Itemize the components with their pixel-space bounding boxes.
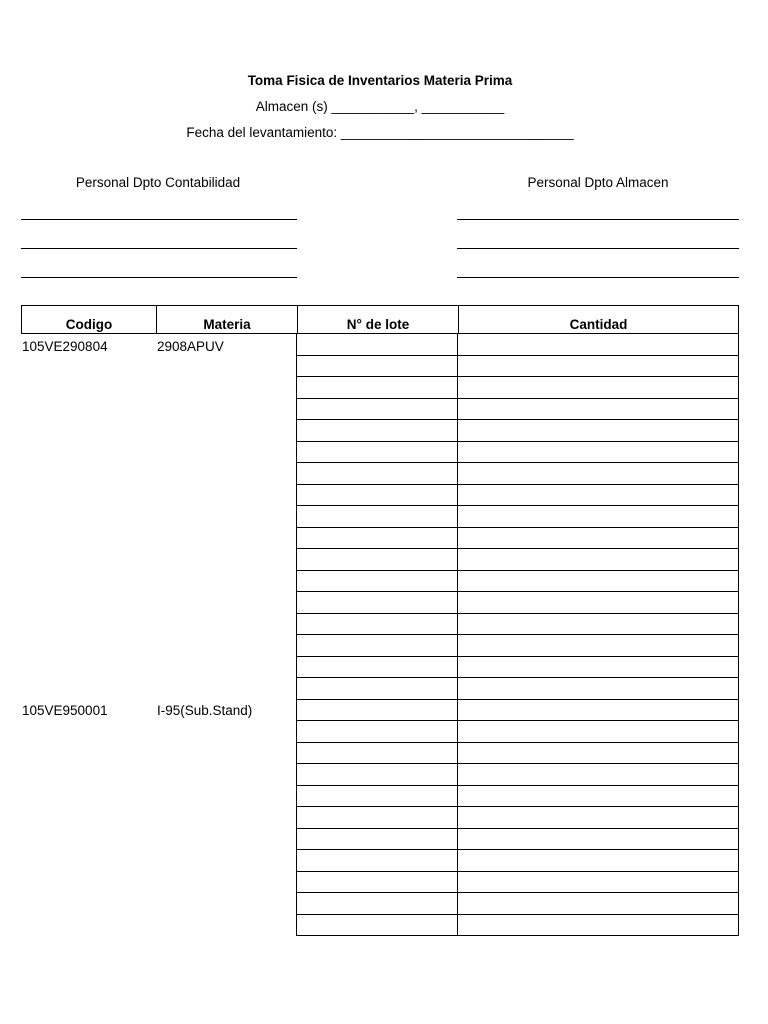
- signature-line-almacen-2: [457, 248, 739, 249]
- table-header: [21, 305, 739, 334]
- lote-cell: [297, 786, 458, 807]
- lote-cell: [297, 743, 458, 764]
- fecha-field-line: Fecha del levantamiento: _______________________________: [186, 125, 574, 140]
- signature-line-almacen-3: [457, 277, 739, 278]
- lote-cell: [297, 528, 458, 549]
- personal-contabilidad-label: Personal Dpto Contabilidad: [75, 175, 241, 190]
- lote-cell: [297, 485, 458, 506]
- table-row: [296, 700, 739, 722]
- lote-cell: [297, 764, 458, 785]
- lote-cell: [297, 571, 458, 592]
- table-row: [296, 678, 739, 700]
- lote-cell: [297, 807, 458, 828]
- lote-cell: [297, 700, 458, 721]
- lote-cell: [297, 893, 458, 914]
- lote-cell: [297, 829, 458, 850]
- signature-line-almacen-1: [457, 219, 739, 220]
- item-codigo: 105VE290804: [22, 339, 108, 354]
- almacen-field-line: Almacen (s) ___________, ___________: [255, 99, 505, 114]
- table-row: [296, 528, 739, 550]
- table-row: [296, 743, 739, 765]
- table-row: [296, 485, 739, 507]
- table-row: [296, 442, 739, 464]
- lote-cell: [297, 850, 458, 871]
- table-row: [296, 506, 739, 528]
- lote-cell: [297, 506, 458, 527]
- table-row: [296, 549, 739, 571]
- column-header-materia: Materia: [157, 306, 298, 334]
- table-row: [296, 420, 739, 442]
- table-row: [296, 571, 739, 593]
- table-row: [296, 614, 739, 636]
- lote-cell: [297, 872, 458, 893]
- signature-line-contabilidad-3: [21, 277, 297, 278]
- table-row: [296, 786, 739, 808]
- personal-almacen-label: Personal Dpto Almacen: [527, 175, 669, 190]
- lote-cell: [297, 420, 458, 441]
- lote-cell: [297, 399, 458, 420]
- lote-cell: [297, 356, 458, 377]
- table-row: [296, 334, 739, 356]
- column-header-cantidad: Cantidad: [569, 317, 628, 332]
- column-header-lote: N° de lote: [298, 306, 459, 334]
- lote-cantidad-grid: [296, 334, 739, 936]
- lote-cell: [297, 915, 458, 936]
- lote-cell: [297, 635, 458, 656]
- item-materia: 2908APUV: [157, 339, 224, 354]
- table-row: [296, 829, 739, 851]
- table-row: [296, 399, 739, 421]
- table-row: [296, 915, 739, 937]
- table-row: [296, 592, 739, 614]
- table-row: [296, 377, 739, 399]
- table-row: [296, 807, 739, 829]
- lote-cell: [297, 334, 458, 355]
- lote-cell: [297, 463, 458, 484]
- table-row: [296, 893, 739, 915]
- lote-cell: [297, 377, 458, 398]
- lote-cell: [297, 442, 458, 463]
- table-row: [296, 850, 739, 872]
- table-row: [296, 764, 739, 786]
- lote-cell: [297, 657, 458, 678]
- table-row: [296, 721, 739, 743]
- table-row: [296, 635, 739, 657]
- table-row: [296, 872, 739, 894]
- lote-cell: [297, 678, 458, 699]
- lote-cell: [297, 549, 458, 570]
- lote-cell: [297, 592, 458, 613]
- column-header-codigo: Codigo: [22, 306, 157, 334]
- lote-cell: [297, 614, 458, 635]
- lote-cell: [297, 721, 458, 742]
- table-row: [296, 463, 739, 485]
- document-title: Toma Fisica de Inventarios Materia Prima: [247, 73, 513, 88]
- signature-line-contabilidad-1: [21, 219, 297, 220]
- item-codigo: 105VE950001: [22, 703, 108, 718]
- table-row: [296, 657, 739, 679]
- signature-line-contabilidad-2: [21, 248, 297, 249]
- table-row: [296, 356, 739, 378]
- item-materia: I-95(Sub.Stand): [157, 703, 253, 718]
